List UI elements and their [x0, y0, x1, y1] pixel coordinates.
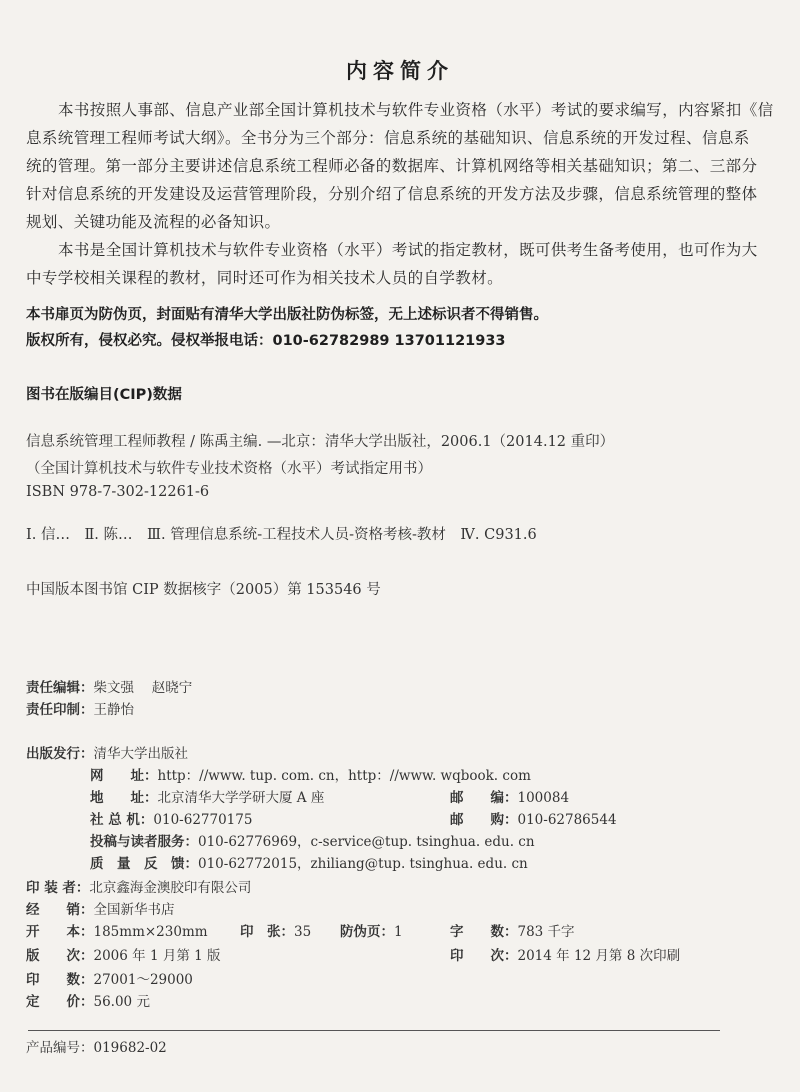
price-row [26, 990, 150, 1010]
sheets-value: 35 [294, 924, 312, 940]
postcode-row [450, 786, 569, 806]
format-row [26, 920, 208, 940]
address-value: 北京清华大学学研大厦 A 座 [157, 790, 325, 806]
edition-row [26, 944, 221, 964]
intro-line-3: 统的管理。第一部分主要讲述信息系统工程师必备的数据库、计算机网络等相关基础知识；第二、三部分 [26, 157, 758, 175]
postcode-label: 邮 编： [450, 790, 518, 806]
format-value: 185mm×230mm [93, 924, 208, 940]
anti-counterfeit-notice: 本书扉页为防伪页，封面贴有清华大学出版社防伪标签，无上述标识者不得销售。 [26, 307, 548, 323]
impression-row [450, 944, 680, 964]
cip-classification: Ⅰ. 信… Ⅱ. 陈… Ⅲ. 管理信息系统-工程技术人员-资格考核-教材 Ⅳ. C931.6 [26, 527, 537, 543]
editor-value: 柴文强 赵晓宁 [93, 680, 193, 696]
print-run-label: 印 数： [26, 972, 94, 988]
publisher-name: 清华大学出版社 [93, 746, 188, 762]
printer-label: 印 装 者： [26, 880, 90, 896]
anti-counterfeit-page-row [340, 920, 403, 940]
quality-feedback-label: 质 量 反 馈： [90, 856, 198, 872]
address-row [90, 786, 324, 806]
print-run-value: 27001～29000 [93, 972, 193, 988]
impression-label: 印 次： [450, 948, 518, 964]
intro-line-2: 息系统管理工程师考试大纲》。全书分为三个部分：信息系统的基础知识、信息系统的开发过程、信息系 [26, 129, 750, 147]
submission-label: 投稿与读者服务： [90, 834, 198, 850]
printer-row [26, 876, 251, 896]
anti-counterfeit-page-value: 1 [394, 924, 403, 940]
intro-line-4: 针对信息系统的开发建设及运营管理阶段，分别介绍了信息系统的开发方法及步骤，信息系统管理的整体 [26, 185, 758, 203]
editor-label: 责任编辑： [26, 680, 94, 696]
divider-rule [28, 1030, 720, 1031]
edition-value: 2006 年 1 月第 1 版 [93, 948, 221, 964]
distributor-row [26, 898, 175, 918]
price-value: 56.00 元 [93, 994, 150, 1010]
printing-label: 责任印制： [26, 702, 94, 718]
mail-order-label: 邮 购： [450, 812, 518, 828]
address-label: 地 址： [90, 790, 158, 806]
word-count-row [450, 920, 575, 940]
website-row [90, 764, 531, 784]
mail-order-row [450, 808, 617, 828]
copyright-notice: 版权所有，侵权必究。侵权举报电话：010-62782989 13701121933 [26, 333, 506, 349]
intro-line-7: 中专学校相关课程的教材，同时还可作为相关技术人员的自学教材。 [26, 269, 504, 287]
switchboard-value: 010-62770175 [153, 812, 253, 828]
product-code: 产品编号：019682-02 [26, 1040, 167, 1056]
submission-row [90, 830, 535, 850]
cip-series: （全国计算机技术与软件专业技术资格（水平）考试指定用书） [26, 461, 432, 477]
page-title: 内容简介 [346, 59, 454, 83]
editor-row [26, 676, 192, 696]
price-label: 定 价： [26, 994, 94, 1010]
postcode-value: 100084 [517, 790, 570, 806]
printing-value: 王静怡 [93, 702, 134, 718]
switchboard-label: 社 总 机： [90, 812, 154, 828]
anti-counterfeit-page-label: 防伪页： [340, 924, 394, 940]
printer-value: 北京鑫海金澳胶印有限公司 [89, 880, 252, 896]
sheets-row [240, 920, 311, 940]
quality-feedback-row [90, 852, 528, 872]
sheets-label: 印 张： [240, 924, 294, 940]
distributor-label: 经 销： [26, 902, 94, 918]
intro-line-6: 本书是全国计算机技术与软件专业资格（水平）考试的指定教材，既可供考生备考使用，也可作为大 [58, 241, 758, 259]
intro-line-1: 本书按照人事部、信息产业部全国计算机技术与软件专业资格（水平）考试的要求编写，内容紧扣《信 [58, 101, 774, 119]
distributor-value: 全国新华书店 [93, 902, 175, 918]
publisher-label: 出版发行： [26, 746, 94, 762]
word-count-value: 783 千字 [517, 924, 575, 940]
word-count-label: 字 数： [450, 924, 518, 940]
cip-book-line: 信息系统管理工程师教程 / 陈禹主编. —北京：清华大学出版社，2006.1（2014.12 重印） [26, 434, 615, 450]
intro-line-5: 规划、关键功能及流程的必备知识。 [26, 213, 281, 231]
format-label: 开 本： [26, 924, 94, 940]
website-value: http：//www. tup. com. cn，http：//www. wqbook. com [157, 768, 531, 784]
printing-row [26, 698, 134, 718]
website-label: 网 址： [90, 768, 158, 784]
publisher-row [26, 742, 188, 762]
print-run-row [26, 968, 193, 988]
impression-value: 2014 年 12 月第 8 次印刷 [517, 948, 681, 964]
edition-label: 版 次： [26, 948, 94, 964]
cip-heading: 图书在版编目(CIP)数据 [26, 387, 182, 403]
switchboard-row [90, 808, 252, 828]
mail-order-value: 010-62786544 [517, 812, 617, 828]
submission-value: 010-62776969，c-service@tup. tsinghua. edu. cn [198, 834, 535, 850]
cip-number: 中国版本图书馆 CIP 数据核字（2005）第 153546 号 [26, 582, 381, 598]
quality-feedback-value: 010-62772015，zhiliang@tup. tsinghua. edu. cn [198, 856, 528, 872]
cip-isbn: ISBN 978-7-302-12261-6 [26, 484, 210, 500]
